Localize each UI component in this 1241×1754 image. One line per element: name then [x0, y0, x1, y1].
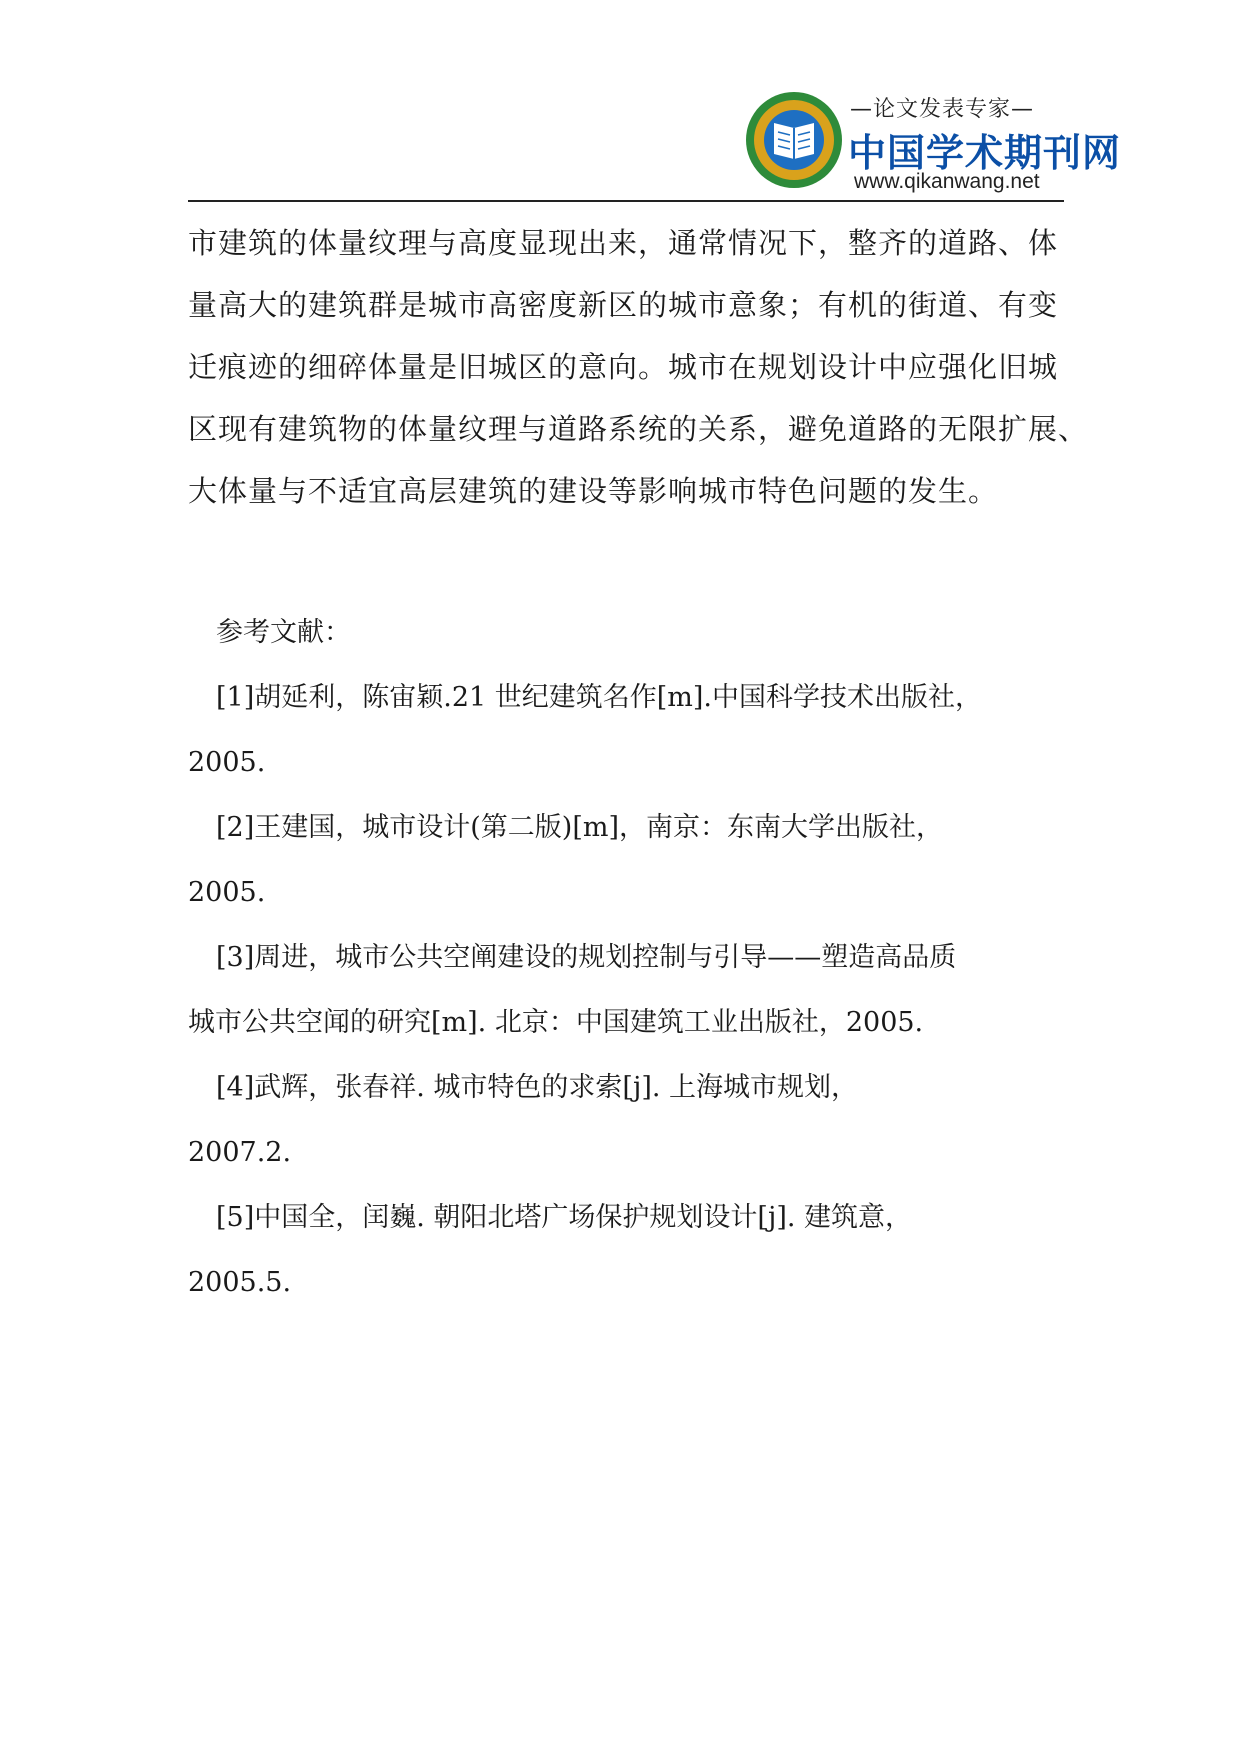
- reference-line: 城市公共空闻的研究[m]. 北京：中国建筑工业出版社，2005.: [188, 1007, 924, 1038]
- references-heading: 参考文献：: [216, 617, 351, 648]
- reference-line: 2005.: [188, 877, 266, 908]
- reference-line: [5]中国全，闰巍. 朝阳北塔广场保护规划设计[j]. 建筑意，: [216, 1202, 913, 1233]
- seal-book-icon: [744, 90, 844, 190]
- body-line: 迁痕迹的细碎体量是旧城区的意向。城市在规划设计中应强化旧城: [188, 350, 1059, 384]
- body-line: 大体量与不适宜高层建筑的建设等影响城市特色问题的发生。: [188, 474, 999, 508]
- body-line: 量高大的建筑群是城市高密度新区的城市意象；有机的街道、有变: [188, 288, 1059, 322]
- reference-line: [3]周进，城市公共空阐建设的规划控制与引导——塑造高品质: [216, 942, 957, 973]
- reference-line: [4]武辉，张春祥. 城市特色的求索[j]. 上海城市规划，: [216, 1072, 859, 1103]
- reference-line: 2005.5.: [188, 1267, 292, 1298]
- body-line: 区现有建筑物的体量纹理与道路系统的关系，避免道路的无限扩展、: [188, 412, 1089, 446]
- reference-line: 2007.2.: [188, 1137, 292, 1168]
- logo-url: www.qikanwang.net: [854, 170, 1040, 193]
- header-divider: [188, 200, 1064, 202]
- references-section: [188, 600, 1068, 1315]
- body-paragraph: [188, 212, 1089, 522]
- logo-tagline: —论文发表专家—: [850, 97, 1035, 122]
- reference-line: [1]胡延利，陈宙颖.21 世纪建筑名作[m].中国科学技术出版社，: [216, 682, 983, 713]
- qikanwang-logo: [744, 88, 1122, 198]
- body-line: 市建筑的体量纹理与高度显现出来，通常情况下，整齐的道路、体: [188, 226, 1059, 260]
- reference-line: [2]王建国，城市设计(第二版)[m]，南京：东南大学出版社，: [216, 812, 943, 843]
- reference-line: 2005.: [188, 747, 266, 778]
- logo-name: 中国学术期刊网: [848, 131, 1122, 175]
